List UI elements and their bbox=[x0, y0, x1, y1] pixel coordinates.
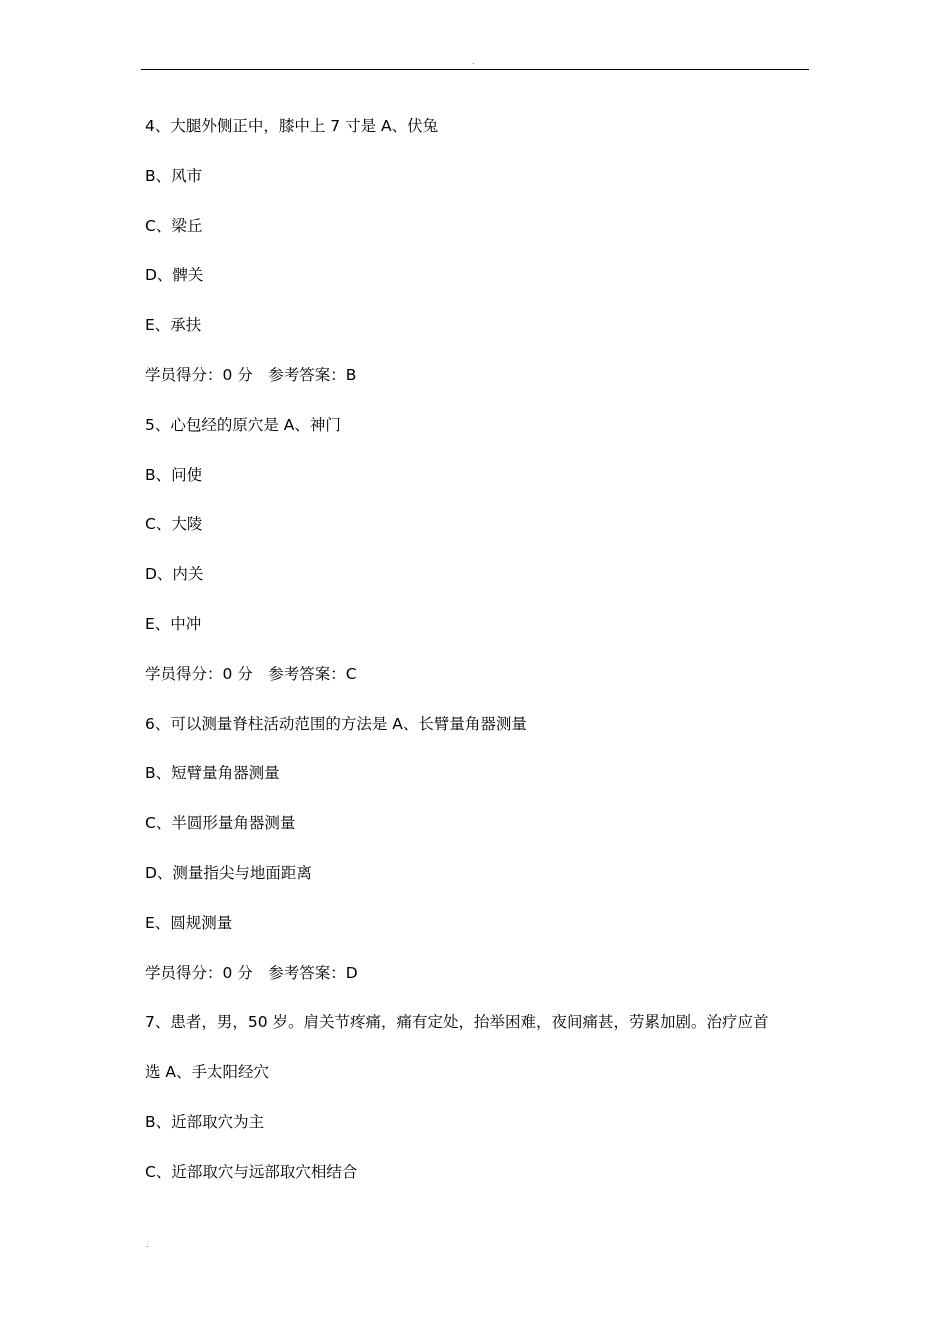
question-6-option-c: C、半圆形量角器测量 bbox=[145, 814, 296, 833]
question-7-option-c: C、近部取穴与远部取穴相结合 bbox=[145, 1162, 358, 1181]
header-rule bbox=[141, 69, 809, 70]
question-4-option-b: B、风市 bbox=[145, 166, 203, 185]
question-4-option-e: E、承扶 bbox=[145, 316, 202, 335]
footer-mark: . bbox=[146, 1240, 149, 1249]
question-5-option-e: E、中冲 bbox=[145, 614, 202, 633]
question-5-option-c: C、大陵 bbox=[145, 515, 203, 534]
question-4-score-answer: 学员得分：0 分 参考答案：B bbox=[145, 365, 357, 384]
document-body bbox=[145, 109, 835, 1205]
question-6-score-answer: 学员得分：0 分 参考答案：D bbox=[145, 963, 358, 982]
question-6-stem: 6、可以测量脊柱活动范围的方法是 A、长臂量角器测量 bbox=[145, 714, 527, 733]
question-7-option-b: B、近部取穴为主 bbox=[145, 1112, 265, 1131]
question-6-option-d: D、测量指尖与地面距离 bbox=[145, 863, 312, 882]
question-5-option-d: D、内关 bbox=[145, 565, 204, 584]
question-6-option-e: E、圆规测量 bbox=[145, 913, 233, 932]
question-7-stem-continued: 选 A、手太阳经穴 bbox=[145, 1063, 270, 1082]
question-4-option-d: D、髀关 bbox=[145, 266, 204, 285]
question-7-stem: 7、患者，男，50 岁。肩关节疼痛，痛有定处，抬举困难，夜间痛甚，劳累加剧。治疗应首 bbox=[145, 1013, 769, 1032]
question-4-stem: 4、大腿外侧正中，膝中上 7 寸是 A、伏兔 bbox=[145, 117, 439, 135]
question-4-option-c: C、梁丘 bbox=[145, 216, 203, 235]
question-5-score-answer: 学员得分：0 分 参考答案：C bbox=[145, 664, 357, 683]
question-6-option-b: B、短臂量角器测量 bbox=[145, 764, 280, 783]
question-5-stem: 5、心包经的原穴是 A、神门 bbox=[145, 415, 341, 434]
header-mark: . bbox=[472, 57, 475, 66]
question-5-option-b: B、问使 bbox=[145, 465, 203, 484]
